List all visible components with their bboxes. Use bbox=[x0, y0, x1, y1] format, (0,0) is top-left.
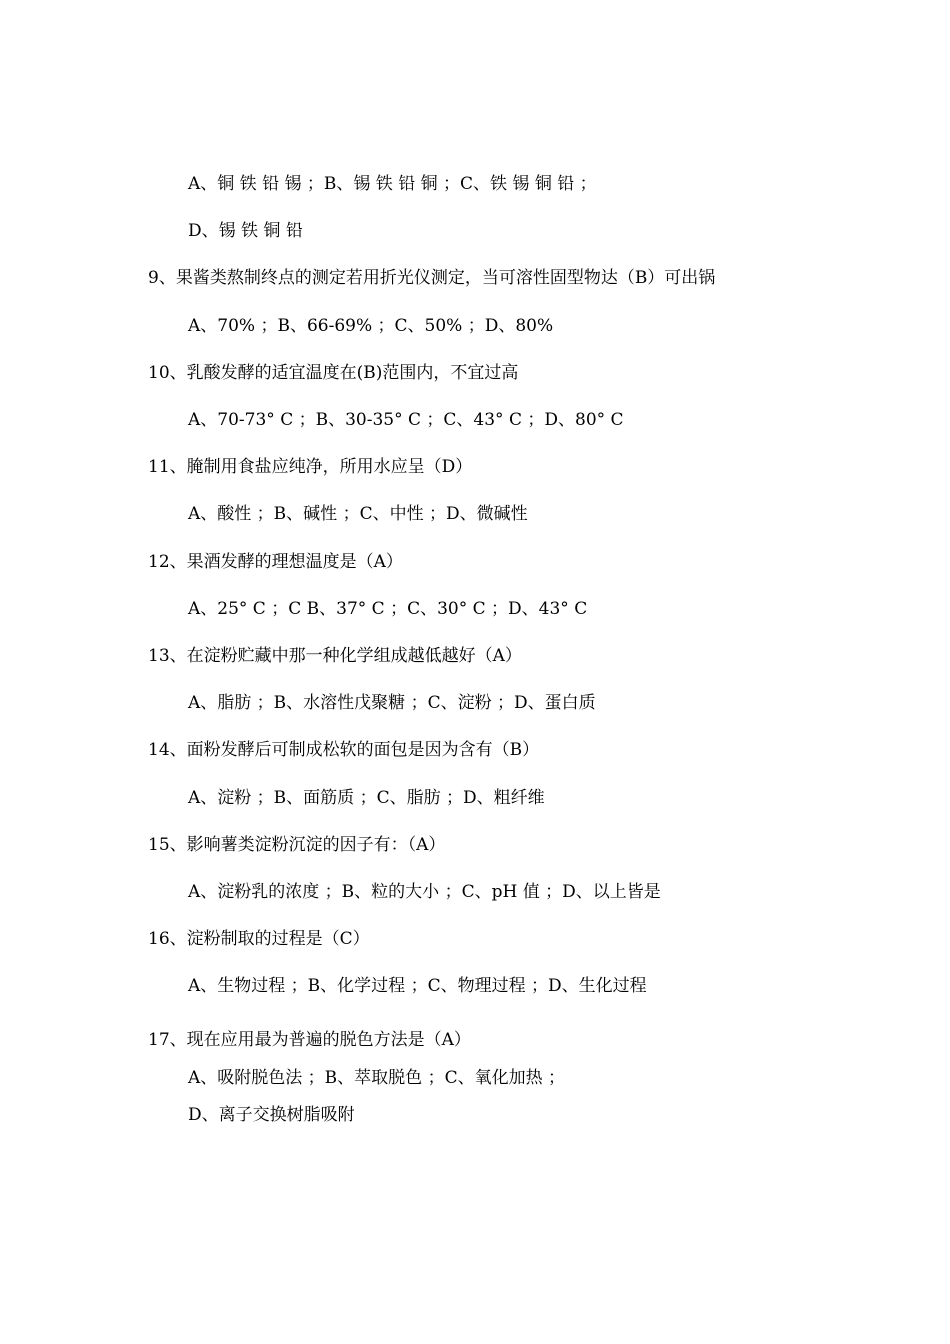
option-line-q8-part1: A、铜 铁 铅 锡 ；B、锡 铁 铅 铜 ；C、铁 锡 铜 铅 ； bbox=[188, 174, 597, 194]
options-16: A、生物过程 ；B、化学过程 ；C、物理过程 ；D、生化过程 bbox=[188, 976, 647, 996]
options-13: A、脂肪 ；B、水溶性戊聚糖 ；C、淀粉 ；D、蛋白质 bbox=[188, 693, 596, 713]
options-9: A、70% ；B、66-69% ；C、50% ；D、80% bbox=[188, 316, 554, 336]
question-9: 9、果酱类熬制终点的测定若用折光仪测定，当可溶性固型物达（B）可出锅 bbox=[148, 268, 716, 288]
options-17-part1: A、吸附脱色法 ；B、萃取脱色 ；C、氧化加热 ； bbox=[188, 1068, 565, 1088]
question-14: 14、面粉发酵后可制成松软的面包是因为含有（B） bbox=[148, 740, 540, 760]
options-17-part2: D、离子交换树脂吸附 bbox=[188, 1105, 355, 1125]
question-10: 10、乳酸发酵的适宜温度在(B)范围内，不宜过高 bbox=[148, 363, 519, 383]
option-line-q8-part2: D、锡 铁 铜 铅 bbox=[188, 221, 303, 241]
options-15: A、淀粉乳的浓度 ；B、粒的大小 ；C、pH 值 ；D、以上皆是 bbox=[188, 882, 661, 902]
options-14: A、淀粉 ；B、面筋质 ；C、脂肪 ；D、粗纤维 bbox=[188, 788, 545, 808]
question-15: 15、影响薯类淀粉沉淀的因子有：（A） bbox=[148, 835, 446, 855]
options-11: A、酸性 ；B、碱性 ；C、中性 ；D、微碱性 bbox=[188, 504, 528, 524]
question-16: 16、淀粉制取的过程是（C） bbox=[148, 929, 370, 949]
question-12: 12、果酒发酵的理想温度是（A） bbox=[148, 552, 403, 572]
options-12: A、25° C ；C B、37° C ；C、30° C ；D、43° C bbox=[188, 599, 588, 619]
question-13: 13、在淀粉贮藏中那一种化学组成越低越好（A） bbox=[148, 646, 522, 666]
question-11: 11、腌制用食盐应纯净，所用水应呈（D） bbox=[148, 457, 473, 477]
question-17: 17、现在应用最为普遍的脱色方法是（A） bbox=[148, 1030, 471, 1050]
options-10: A、70-73° C ；B、30-35° C ；C、43° C ；D、80° C bbox=[188, 410, 624, 430]
